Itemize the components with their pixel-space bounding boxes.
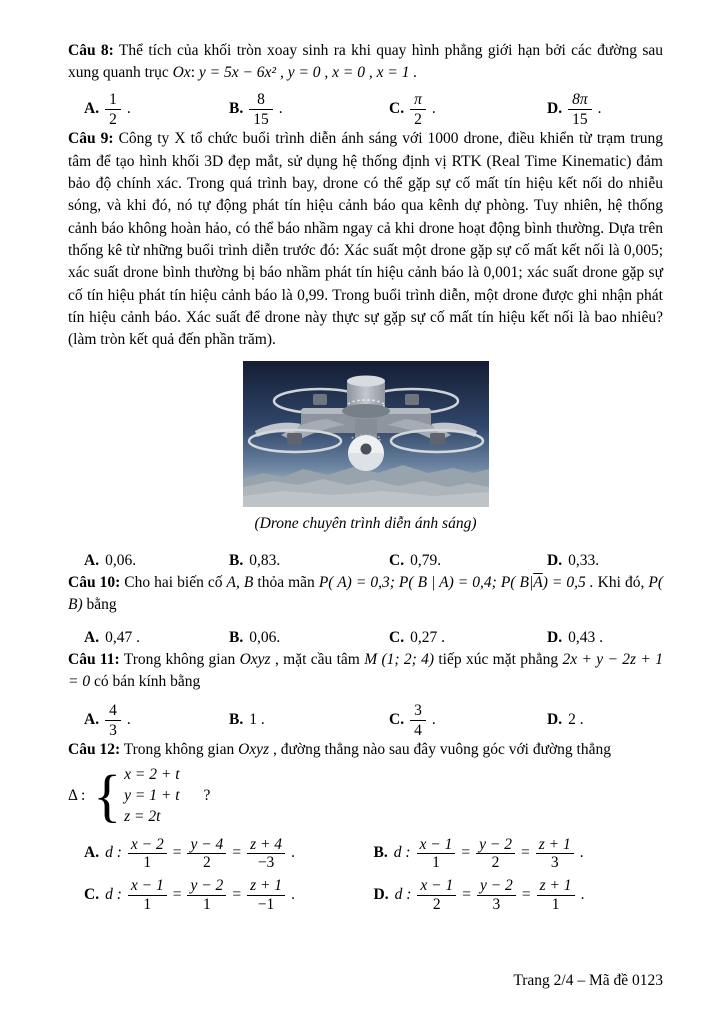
question-10-statement (68, 572, 663, 617)
fraction-denominator: 1 (432, 854, 440, 872)
option-suffix: . (278, 100, 283, 118)
fraction (249, 91, 273, 129)
option-9-a (84, 550, 229, 572)
question-9-label: Câu 9: (68, 130, 114, 148)
option-value: 0,06. (249, 628, 281, 646)
fraction (476, 836, 515, 872)
fraction-numerator: z + 1 (247, 877, 285, 895)
fraction (128, 877, 167, 913)
option-label: C. (389, 628, 405, 646)
question-10-text: Khi đó, (593, 574, 649, 592)
fraction-denominator: −1 (257, 895, 275, 913)
fraction (410, 91, 426, 129)
figure-caption: (Drone chuyên trình diễn ánh sáng) (254, 515, 477, 533)
fraction-numerator: x − 2 (128, 836, 167, 854)
option-label: D. (547, 551, 563, 569)
question-9-statement (68, 128, 663, 351)
fraction (187, 877, 226, 913)
fraction-denominator: 15 (253, 110, 269, 128)
option-8-c (389, 91, 547, 129)
line-prefix: d : (105, 886, 122, 904)
option-12-c (84, 877, 374, 913)
question-8-options (68, 91, 663, 129)
option-suffix: . (431, 100, 436, 118)
question-9-text: Công ty X tổ chức buổi trình diễn ánh sáng với 1000 drone, điều khiển từ trạm trung tâm để tạo hình khối 3D đẹp mắt, sử dụng hệ thống định vị RTK (Real Time Kinematic) đảm bảo độ chính xác. Trong quá trình bay, drone có thể gặp sự cố mất tín hiệu kết nối do nhiễu sóng, và khi đó, nó tự động phát tín hiệu cảnh báo qua kênh dự phòng. Tuy nhiên, hệ thống cảnh báo không hoàn hảo, có thể báo nhầm ngay cả khi drone hoạt động bình thường. Dựa trên thống kê từ những buổi trình diễn trước đó: Xác suất một drone gặp sự cố mất kết nối là 0,005; xác suất drone bình thường bị báo nhầm phát tín hiệu cảnh báo là 0,001; xác suất drone gặp sự cố tín hiệu phát tín hiệu cảnh báo là 0,99. Trong buổi trình diễn, một drone được ghi nhận phát tín hiệu cảnh báo. Xác suất để drone này thực sự gặp sự cố mất tín hiệu kết nối là bao nhiêu? (làm tròn kết quả đến phần trăm). (68, 130, 663, 349)
fraction-denominator: 3 (492, 895, 501, 913)
fraction (417, 877, 456, 913)
option-label: A. (84, 628, 100, 646)
fraction-numerator: y − 2 (477, 877, 516, 895)
option-label: B. (229, 711, 244, 729)
fraction-numerator: z + 1 (536, 836, 574, 854)
equals-sign: = (461, 844, 471, 862)
question-11-text: tiếp xúc mặt phẳng (434, 651, 563, 669)
option-label: D. (547, 711, 563, 729)
question-8-label: Câu 8: (68, 42, 114, 59)
option-label: B. (229, 628, 244, 646)
fraction-numerator: 8π (568, 91, 592, 110)
fraction-numerator: y − 4 (187, 836, 226, 854)
question-12-text: , đường thẳng nào sau đây vuông góc với đường thẳng (269, 741, 611, 759)
option-label: A. (84, 844, 100, 862)
option-12-b (374, 836, 664, 872)
option-suffix: . (126, 711, 131, 729)
question-12-options (68, 836, 663, 913)
question-11-math-center: M (1; 2; 4) (364, 651, 435, 669)
option-8-a (84, 91, 229, 129)
option-label: B. (373, 844, 388, 862)
option-suffix: . (580, 886, 585, 904)
option-label: D. (547, 100, 563, 118)
fraction-denominator: 2 (109, 110, 117, 128)
question-10-text: Cho hai biến cố (120, 574, 227, 592)
fraction-numerator: x − 1 (417, 836, 456, 854)
option-suffix: . (291, 886, 295, 904)
fraction (105, 702, 121, 740)
system-equation-y: y = 1 + t (124, 787, 180, 805)
question-12-system (68, 764, 663, 828)
option-suffix: . (597, 100, 602, 118)
question-10-options (68, 627, 663, 649)
fraction-numerator: x − 1 (128, 877, 167, 895)
option-8-b (229, 91, 389, 129)
question-8-text: Thể tích của khối tròn xoay sinh ra khi quay hình phẳng giới hạn bởi các đường sau xung quanh trục (68, 42, 663, 82)
option-value: 0,27 . (410, 628, 445, 646)
fraction-numerator: z + 1 (537, 877, 575, 895)
option-9-b (229, 550, 389, 572)
option-label: B. (229, 100, 244, 118)
equals-sign: = (172, 886, 182, 904)
option-label: C. (84, 886, 100, 904)
question-11-math-plane: 2x + y − 2z + 1 = 0 (68, 651, 663, 691)
fraction (537, 877, 575, 913)
fraction-denominator: 2 (414, 110, 422, 128)
question-8-math-curves: y = 5x − 6x² , y = 0 , x = 0 , x = 1 . (198, 64, 418, 82)
option-12-a (84, 836, 374, 872)
option-8-d (547, 91, 663, 129)
fraction-denominator: 2 (203, 854, 211, 872)
question-10-text: thỏa mãn (253, 574, 319, 592)
fraction (187, 836, 226, 872)
fraction-numerator: 8 (249, 91, 273, 110)
drone-figure (243, 361, 489, 507)
question-10-text: bằng (82, 596, 117, 614)
question-8-statement (68, 40, 663, 85)
question-8-colon: : (190, 64, 199, 82)
question-12-statement (68, 739, 663, 761)
fraction (105, 91, 121, 129)
option-value: 0,33. (568, 551, 600, 569)
line-prefix: d : (393, 844, 411, 862)
question-11-math-oxyz: Oxyz (239, 651, 271, 669)
fraction-numerator: 3 (410, 702, 426, 721)
option-value: 0,43 . (568, 628, 603, 646)
question-11-text: Trong không gian (119, 651, 240, 669)
question-12-text: Trong không gian (120, 741, 239, 759)
option-suffix: . (126, 100, 131, 118)
equals-sign: = (172, 844, 182, 862)
option-label: B. (229, 551, 244, 569)
fraction-denominator: −3 (257, 854, 275, 872)
option-label: D. (373, 886, 389, 904)
option-label: C. (389, 551, 405, 569)
fraction-denominator: 1 (143, 854, 152, 872)
option-value: 1 . (249, 711, 265, 729)
fraction-denominator: 2 (432, 895, 441, 913)
system-equations (124, 764, 179, 827)
option-12-d (374, 877, 664, 913)
fraction-denominator: 3 (109, 722, 117, 740)
fraction-numerator: y − 2 (187, 877, 226, 895)
question-10-math-ab: A, B (226, 574, 254, 592)
question-10-label: Câu 10: (68, 574, 121, 592)
fraction-numerator: π (410, 91, 426, 110)
question-9-options (68, 550, 663, 572)
option-9-c (389, 550, 547, 572)
fraction (568, 91, 592, 129)
line-prefix: d : (394, 886, 412, 904)
question-11-text: , mặt cầu tâm (270, 651, 365, 669)
fraction (477, 877, 516, 913)
line-prefix: d : (105, 844, 122, 862)
question-11-statement (68, 649, 663, 694)
equals-sign: = (521, 886, 531, 904)
system-brace: { (93, 762, 122, 828)
equals-sign: = (520, 844, 530, 862)
fraction-numerator: 4 (105, 702, 121, 721)
fraction-numerator: x − 1 (417, 877, 456, 895)
question-11-label: Câu 11: (68, 651, 120, 669)
option-10-a (84, 627, 229, 649)
fraction-denominator: 1 (203, 895, 211, 913)
delta-symbol: Δ : (68, 786, 86, 804)
option-label: C. (389, 711, 405, 729)
fraction-numerator: 1 (105, 91, 121, 110)
fraction (247, 836, 285, 872)
option-value: 0,79. (410, 551, 442, 569)
system-equation-x: x = 2 + t (124, 766, 180, 784)
equals-sign: = (232, 886, 242, 904)
fraction (128, 836, 167, 872)
fraction-numerator: z + 4 (247, 836, 285, 854)
option-value: 0,06. (105, 551, 137, 569)
option-11-c (389, 702, 547, 740)
option-label: A. (84, 551, 100, 569)
fraction (410, 702, 426, 740)
option-suffix: . (291, 844, 295, 862)
option-value: 2 . (568, 711, 584, 729)
question-12-label: Câu 12: (68, 741, 121, 759)
option-value: 0,47 . (105, 628, 140, 646)
fraction-denominator: 2 (491, 854, 500, 872)
option-suffix: . (579, 844, 584, 862)
option-10-b (229, 627, 389, 649)
system-equation-z: z = 2t (124, 808, 161, 826)
fraction-denominator: 15 (572, 110, 588, 128)
question-10-math-prob: P( A) = 0,3; P( B | A) = 0,4; P( B| (318, 574, 534, 592)
page-footer: Trang 2/4 – Mã đề 0123 (513, 971, 663, 989)
question-8-math-ox: Ox (172, 64, 191, 82)
question-mark: ? (203, 786, 211, 804)
option-label: D. (547, 628, 563, 646)
option-11-d (547, 709, 663, 731)
drone-image (243, 361, 489, 507)
option-label: A. (84, 100, 100, 118)
option-10-d (547, 627, 663, 649)
fraction-denominator: 1 (143, 895, 152, 913)
question-11-text: có bán kính bằng (90, 673, 201, 691)
fraction (417, 836, 456, 872)
option-label: A. (84, 711, 100, 729)
option-label: C. (389, 100, 405, 118)
question-11-options (68, 702, 663, 740)
option-value: 0,83. (249, 551, 281, 569)
option-11-a (84, 702, 229, 740)
fraction-denominator: 1 (551, 895, 560, 913)
option-11-b (229, 709, 389, 731)
question-10-math-pb: P( B) (68, 574, 664, 614)
fraction-numerator: y − 2 (476, 836, 515, 854)
fraction (536, 836, 574, 872)
question-12-math-oxyz: Oxyz (238, 741, 270, 759)
option-9-d (547, 550, 663, 572)
fraction-denominator: 3 (550, 854, 559, 872)
fraction-denominator: 4 (414, 722, 422, 740)
option-suffix: . (431, 711, 436, 729)
option-10-c (389, 627, 547, 649)
equals-sign: = (462, 886, 471, 904)
question-10-math-prob-end: ) = 0,5 . (542, 574, 594, 592)
equals-sign: = (232, 844, 242, 862)
question-10-math-overline-a: $\overline{A}$ (533, 574, 543, 592)
fraction (247, 877, 285, 913)
